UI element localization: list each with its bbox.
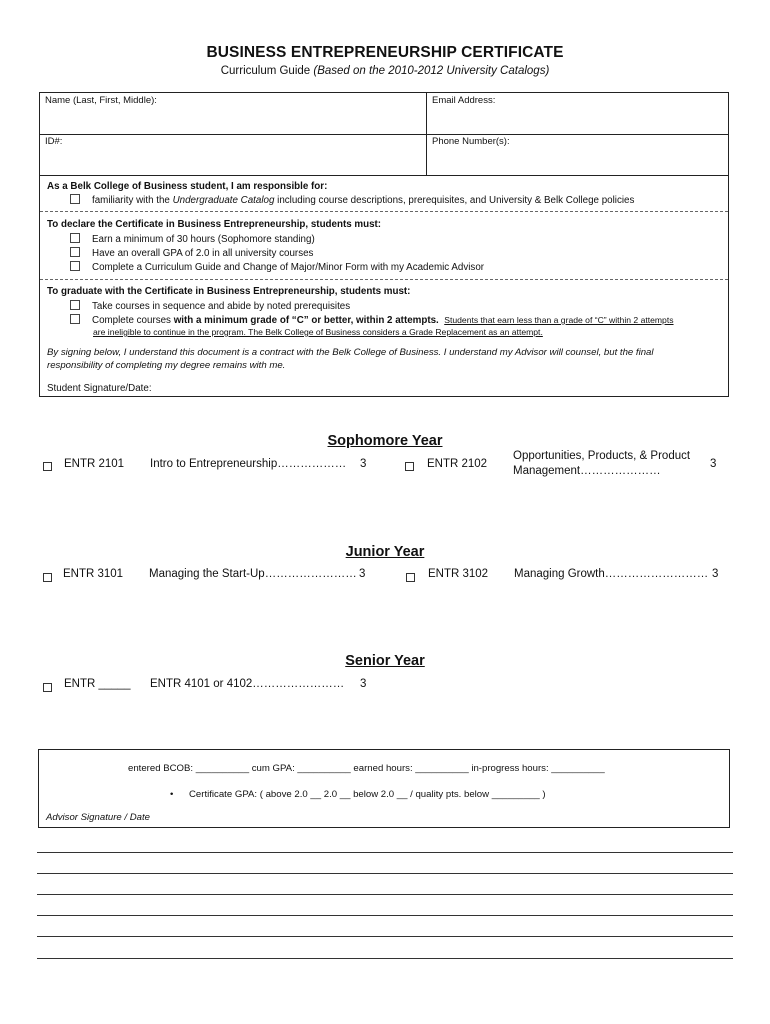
bullet-icon: • [170, 789, 174, 800]
graduate-item: Complete courses with a minimum grade of “C” or better, within 2 attempts. Students that earn less than a grade of “C” within 2 attempts [70, 314, 674, 326]
page-title: BUSINESS ENTREPRENEURSHIP CERTIFICATE [206, 44, 564, 61]
dotted-divider [40, 211, 728, 212]
course-name: Opportunities, Products, & Product [513, 450, 691, 462]
advisor-record-fields[interactable]: entered BCOB: __________ cum GPA: __________ earned hours: __________ in-progress hours: __________ [128, 763, 605, 774]
divider [40, 175, 728, 176]
email-field-label: Email Address: [432, 95, 496, 106]
course-checkbox[interactable] [43, 683, 52, 692]
checkbox-icon [70, 194, 80, 204]
page-subtitle [0, 65, 770, 77]
checkbox-icon [70, 300, 80, 310]
responsible-item: familiarity with the Undergraduate Catalog including course descriptions, prerequisites, and University & Belk College policies [70, 194, 634, 206]
course-hours: 3 [360, 458, 367, 470]
course-checkbox[interactable] [406, 573, 415, 582]
responsible-heading: As a Belk College of Business student, I am responsible for: [47, 181, 328, 192]
phone-field-label: Phone Number(s): [432, 136, 510, 147]
year-heading-sophomore: Sophomore Year [327, 433, 443, 449]
graduate-item: Take courses in sequence and abide by noted prerequisites [70, 300, 350, 312]
agreement-text: By signing below, I understand this document is a contract with the Belk College of Business. I understand my Advisor will counsel, but the final responsibility of completing my degree remains with me. [47, 347, 654, 371]
email-field[interactable] [427, 93, 727, 134]
student-signature-label: Student Signature/Date: [47, 383, 152, 394]
name-field-label: Name (Last, First, Middle): [45, 95, 157, 106]
graduate-heading: To graduate with the Certificate in Business Entrepreneurship, students must: [47, 286, 411, 297]
notes-line[interactable] [37, 915, 733, 916]
course-code: ENTR 3102 [428, 568, 489, 580]
course-code: ENTR 3101 [63, 568, 124, 580]
checkbox-icon [70, 314, 80, 324]
id-field[interactable] [40, 134, 426, 175]
id-field-label: ID#: [45, 136, 63, 147]
subtitle-catalog-note: (Based on the 2010-2012 University Catalogs) [313, 65, 550, 77]
notes-line[interactable] [37, 894, 733, 895]
course-name: ENTR 4101 or 4102…………………… [150, 678, 345, 690]
declare-item: Earn a minimum of 30 hours (Sophomore standing) [70, 233, 315, 245]
checkbox-icon [70, 247, 80, 257]
subtitle-main: Curriculum Guide [220, 65, 311, 77]
course-checkbox[interactable] [43, 462, 52, 471]
checkbox-icon [70, 233, 80, 243]
student-info-form [39, 92, 729, 397]
phone-field[interactable] [427, 134, 727, 175]
year-heading-junior: Junior Year [345, 544, 425, 560]
dotted-divider [40, 279, 728, 280]
notes-line[interactable] [37, 958, 733, 959]
course-checkbox[interactable] [405, 462, 414, 471]
course-code: ENTR 2102 [427, 458, 488, 470]
course-hours: 3 [710, 458, 717, 470]
advisor-section [38, 749, 730, 828]
course-hours: 3 [359, 568, 366, 580]
course-name: Managing the Start-Up…………………… [149, 568, 357, 580]
checkbox-icon [70, 261, 80, 271]
course-name: Intro to Entrepreneurship……………… [150, 458, 347, 470]
course-hours: 3 [712, 568, 719, 580]
course-checkbox[interactable] [43, 573, 52, 582]
advisor-signature-label: Advisor Signature / Date [46, 812, 150, 823]
course-name-cont: Management………………… [513, 465, 661, 477]
notes-line[interactable] [37, 873, 733, 874]
course-code: ENTR 2101 [64, 458, 125, 470]
course-code[interactable]: ENTR _____ [64, 678, 131, 690]
divider [426, 93, 427, 175]
declare-item: Have an overall GPA of 2.0 in all university courses [70, 247, 313, 259]
declare-heading: To declare the Certificate in Business Entrepreneurship, students must: [47, 219, 382, 230]
name-field[interactable] [40, 93, 426, 134]
year-heading-senior: Senior Year [345, 653, 425, 669]
notes-line[interactable] [37, 852, 733, 853]
notes-line[interactable] [37, 936, 733, 937]
course-hours: 3 [360, 678, 367, 690]
course-name: Managing Growth……………………… [514, 568, 709, 580]
declare-item: Complete a Curriculum Guide and Change of Major/Minor Form with my Academic Advisor [70, 261, 484, 273]
certificate-gpa-fields[interactable]: Certificate GPA: ( above 2.0 __ 2.0 __ below 2.0 __ / quality pts. below _________ ) [189, 789, 546, 800]
graduate-item-note: are ineligible to continue in the program. The Belk College of Business considers a Grade Replacement as an attempt. [93, 327, 543, 337]
